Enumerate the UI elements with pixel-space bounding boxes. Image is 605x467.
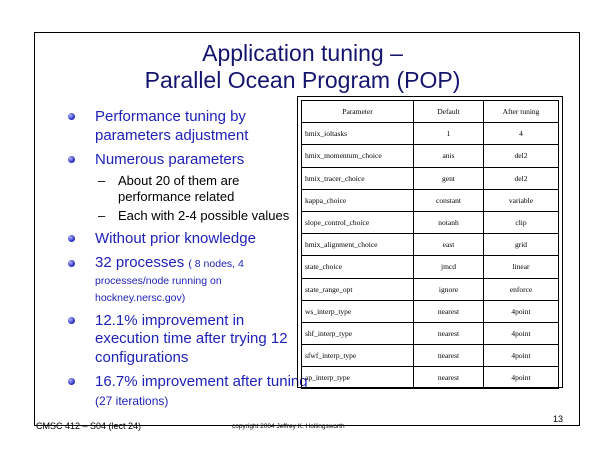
table-header: Parameter bbox=[302, 101, 414, 123]
table-row bbox=[302, 278, 559, 300]
default-cell: 1 bbox=[414, 123, 484, 145]
bullet-item bbox=[68, 108, 308, 145]
bullet-text: 12.1% improvement in execution time after trying 12 configurations bbox=[95, 311, 288, 366]
bullet-item bbox=[68, 151, 308, 170]
table-row bbox=[302, 167, 559, 189]
bullet-icon bbox=[68, 378, 75, 385]
table-row bbox=[302, 145, 559, 167]
parameter-cell: kappa_choice bbox=[302, 189, 414, 211]
parameter-cell: sfwf_interp_type bbox=[302, 345, 414, 367]
table-header: After tuning bbox=[484, 101, 559, 123]
table-row bbox=[302, 345, 559, 367]
tuned-cell: 4point bbox=[484, 322, 559, 344]
slide-title bbox=[0, 40, 605, 94]
bullet-item bbox=[68, 312, 308, 368]
bullet-text: 16.7% improvement after tuning bbox=[95, 373, 308, 390]
table-row bbox=[302, 123, 559, 145]
table-header: Default bbox=[414, 101, 484, 123]
bullet-list bbox=[68, 108, 308, 410]
parameter-table bbox=[301, 100, 559, 389]
title-line-2: Parallel Ocean Program (POP) bbox=[144, 67, 461, 93]
bullet-icon bbox=[68, 260, 75, 267]
sub-bullet-text: About 20 of them are performance related bbox=[118, 172, 240, 204]
parameter-cell: hmix_tracer_choice bbox=[302, 167, 414, 189]
table-row bbox=[302, 211, 559, 233]
parameter-cell: hmix_alignment_choice bbox=[302, 234, 414, 256]
table-row bbox=[302, 300, 559, 322]
parameter-cell: slope_control_choice bbox=[302, 211, 414, 233]
default-cell: nearest bbox=[414, 322, 484, 344]
tuned-cell: 4point bbox=[484, 367, 559, 389]
parameter-cell: hmix_momentum_choice bbox=[302, 145, 414, 167]
default-cell: anis bbox=[414, 145, 484, 167]
bullet-text: Performance tuning by parameters adjustment bbox=[95, 108, 249, 144]
parameter-cell: shf_interp_type bbox=[302, 322, 414, 344]
table-header-row bbox=[302, 101, 559, 123]
default-cell: nearest bbox=[414, 345, 484, 367]
parameter-cell: ws_interp_type bbox=[302, 300, 414, 322]
dash-icon: – bbox=[98, 207, 106, 223]
sub-bullet-text: Each with 2-4 possible values bbox=[118, 207, 290, 223]
parameter-table-frame bbox=[297, 96, 563, 388]
parameter-cell: state_choice bbox=[302, 256, 414, 278]
dash-icon: – bbox=[98, 172, 106, 188]
footer-course: CMSC 412 – S04 (lect 24) bbox=[36, 421, 142, 431]
table-row bbox=[302, 322, 559, 344]
bullet-text: 32 processes bbox=[95, 253, 185, 271]
tuned-cell: del2 bbox=[484, 145, 559, 167]
tuned-cell: del2 bbox=[484, 167, 559, 189]
tuned-cell: grid bbox=[484, 234, 559, 256]
title-line-1: Application tuning – bbox=[202, 40, 403, 66]
tuned-cell: 4point bbox=[484, 345, 559, 367]
tuned-cell: linear bbox=[484, 256, 559, 278]
table-row bbox=[302, 189, 559, 211]
bullet-detail: ( 8 nodes, 4 processes/node running on hockney.nersc.gov) bbox=[95, 257, 244, 304]
bullet-detail: (27 iterations) bbox=[95, 393, 169, 408]
table-row bbox=[302, 256, 559, 278]
default-cell: ignore bbox=[414, 278, 484, 300]
default-cell: notanh bbox=[414, 211, 484, 233]
bullet-item bbox=[68, 255, 308, 306]
default-cell: gent bbox=[414, 167, 484, 189]
table-row bbox=[302, 367, 559, 389]
default-cell: nearest bbox=[414, 367, 484, 389]
tuned-cell: clip bbox=[484, 211, 559, 233]
bullet-text: Without prior knowledge bbox=[95, 230, 256, 247]
bullet-icon bbox=[68, 317, 75, 324]
sub-bullet-item bbox=[68, 173, 308, 206]
tuned-cell: enforce bbox=[484, 278, 559, 300]
bullet-icon bbox=[68, 156, 75, 163]
bullet-text: Numerous parameters bbox=[95, 151, 245, 168]
parameter-cell: hmix_ioltasks bbox=[302, 123, 414, 145]
page-number: 13 bbox=[553, 414, 564, 424]
default-cell: jmcd bbox=[414, 256, 484, 278]
bullet-icon bbox=[68, 235, 75, 242]
default-cell: nearest bbox=[414, 300, 484, 322]
footer-copyright: copyright 2004 Jeffrey K. Hollingsworth bbox=[232, 423, 345, 430]
default-cell: east bbox=[414, 234, 484, 256]
tuned-cell: 4point bbox=[484, 300, 559, 322]
parameter-cell: ap_interp_type bbox=[302, 367, 414, 389]
bullet-icon bbox=[68, 113, 75, 120]
default-cell: constant bbox=[414, 189, 484, 211]
tuned-cell: variable bbox=[484, 189, 559, 211]
bullet-item bbox=[68, 230, 308, 249]
table-row bbox=[302, 234, 559, 256]
bullet-item bbox=[68, 373, 308, 410]
sub-bullet-item bbox=[68, 208, 308, 225]
tuned-cell: 4 bbox=[484, 123, 559, 145]
parameter-cell: state_range_opt bbox=[302, 278, 414, 300]
